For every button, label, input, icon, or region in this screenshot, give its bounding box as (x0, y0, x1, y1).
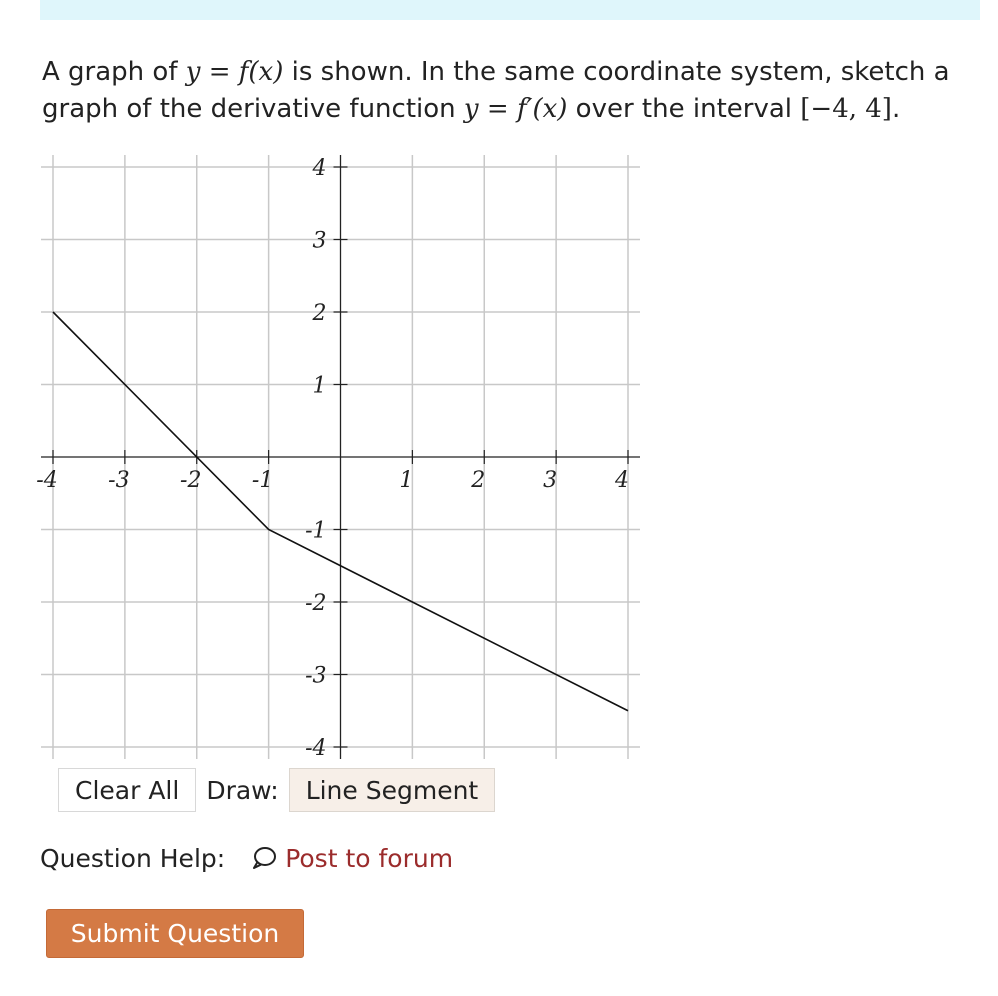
question-text: A graph of y = f(x) is shown. In the same coordinate system, sketch a graph of the derivative function y = f′(x) over the interval [−4, 4]. (42, 57, 950, 124)
y-tick-label: 1 (312, 373, 327, 399)
x-tick-label: -1 (251, 468, 274, 493)
x-tick-label: -4 (36, 468, 58, 493)
y-tick-label: -3 (305, 663, 327, 689)
math-interval: [−4, 4] (800, 94, 892, 124)
x-tick-label: 3 (543, 468, 558, 493)
graph-canvas[interactable] (0, 150, 660, 762)
draw-label: Draw: (206, 775, 279, 805)
clear-all-button[interactable]: Clear All (58, 768, 196, 812)
math-y-equals-fprime: y = f′(x) (463, 94, 568, 124)
x-tick-label: -3 (108, 468, 130, 493)
x-tick-label: -2 (180, 468, 202, 493)
graph-svg[interactable] (0, 150, 660, 762)
y-tick-label: -4 (305, 736, 327, 761)
math-y-equals-fx: y = f(x) (185, 57, 284, 87)
line-segment-tool-button[interactable]: Line Segment (289, 768, 496, 812)
y-tick-label: 4 (312, 156, 327, 181)
x-tick-label: 2 (471, 468, 486, 493)
x-tick-label: 1 (399, 468, 414, 493)
speech-bubble-icon[interactable] (251, 845, 277, 871)
y-tick-label: 3 (312, 228, 327, 254)
y-tick-label: -1 (305, 518, 327, 544)
submit-question-button[interactable]: Submit Question (46, 909, 304, 958)
post-to-forum-link[interactable]: Post to forum (285, 843, 454, 873)
question-help-label: Question Help: (40, 843, 226, 873)
y-tick-label: 2 (312, 301, 327, 326)
x-tick-label: 4 (615, 468, 629, 493)
top-banner (40, 0, 980, 20)
drawing-toolbar (58, 768, 495, 812)
y-tick-label: -2 (305, 591, 327, 616)
question-help (40, 838, 453, 878)
